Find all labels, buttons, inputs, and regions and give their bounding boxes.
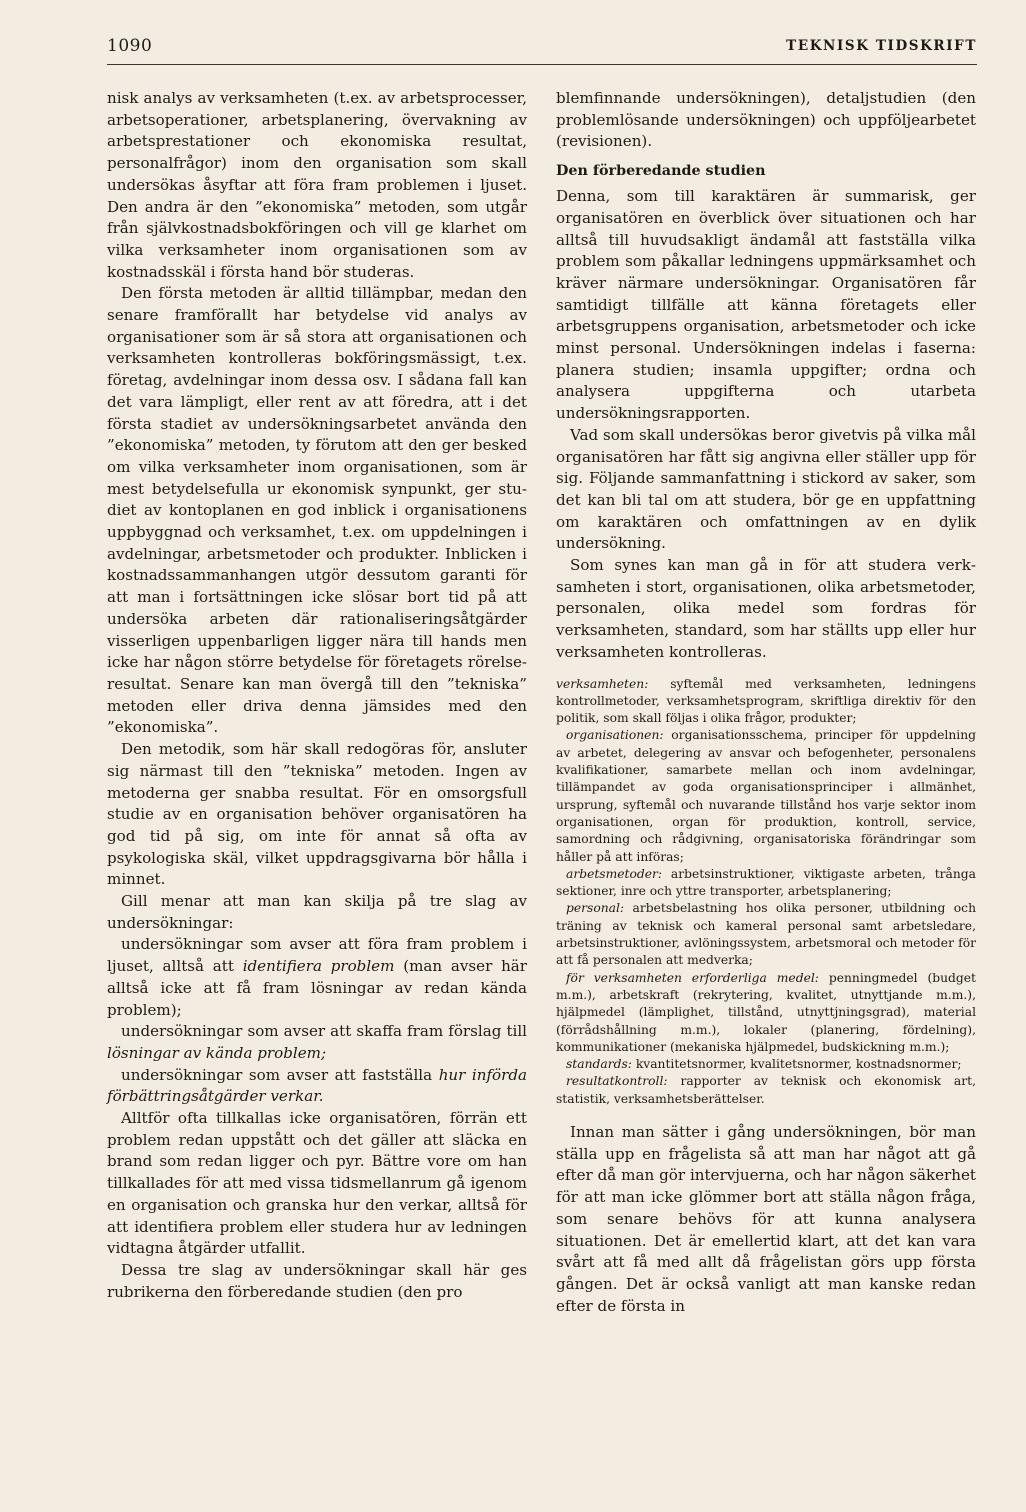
- paragraph: Dessa tre slag av undersökningar skall här ges rubrikerna den förberedande studien (den pro: [107, 1260, 527, 1301]
- checklist-term: personal:: [566, 901, 625, 916]
- paragraph: blemfinnande undersökningen), detaljstudien (den problemlösande undersökningen) och uppföljearbetet (revisionen).: [556, 89, 976, 151]
- paragraph-identify-problem: undersökningar som avser att föra fram problem i ljuset, alltså att identifiera problem (man avser här alltså icke att få fram lösningar av redan kända problem);: [107, 935, 528, 1019]
- paragraph: nisk analys av verksamheten (t.ex. av arbetsprocesser, arbetsoperationer, arbetsplanering, övervakning av arbetsprestationer och ekonomiska resultat, personalfrågor) inom den organisation som skall undersökas åsyftar att föra fram problemen i ljuset. Den andra är den ”ekonomiska” metoden, som utgår från självkostnadsbokföringen och vill ge klarhet om vilka verksamheter inom organisationen som av kostnadsskäl i första hand bör studeras.: [107, 89, 527, 281]
- section-heading: Den förberedande studien: [556, 163, 766, 180]
- paragraph-solutions: undersökningar som avser att skaffa fram förslag till lösningar av kända problem;: [107, 1022, 527, 1062]
- checklist-item: standards: kvantitetsnormer, kvalitetsnormer, kostnadsnormer;: [566, 1057, 962, 1072]
- page-number: 1090: [107, 36, 153, 56]
- paragraph: Som synes kan man gå in för att studera verksamheten i stort, organisationen, olika arbetsmetoder, personalen, olika medel som fordras för verksamheten, standard, som har ställts upp eller hur verksamheten kontrolleras.: [556, 556, 976, 661]
- checklist-item: personal: arbetsbelastning hos olika personer, utbildning och träning av teknisk och kameral personal samt arbetsledare, arbetsinstruktioner, avlöningssystem, arbetsmoral och metoder för att få personalen att medverka;: [556, 901, 976, 968]
- paragraph: Den första metoden är alltid tillämpbar, medan den senare framförallt har betydelse vid analys av organisationer som är så stora att organisationen och verksamheten kontrolleras bokföringsmässigt, t.ex. företag, avdelningar inom dessa osv. I sådana fall kan det vara lämpligt, eller rent av att föredra, att i det första stadiet av undersökningsarbetet använda den ”ekonomiska” metoden, ty förutom att den ger besked om vilka verksamheter inom organisationen, som är mest betydelsefulla ur ekonomisk synpunkt, ger studiet av kontoplanen en god inblick i organisationens uppbyggnad och verksamhet, t.ex. om uppdelningen i avdelningar, arbetsmetoder och produkter. Inblicken i kostnadssammanhangen utgör dessutom garanti för att man i fortsättningen icke slösar bort tid på att undersöka arbeten där rationaliseringsåtgärder visserligen uppenbarligen ligger nära till hands men icke har någon större betydelse för företagets rörelseresultat. Senare kan man övergå till den ”tekniska” metoden eller driva denna jämsides med den ”ekonomiska”.: [107, 284, 527, 737]
- paragraph: Denna, som till karaktären är summarisk, ger organisatören en överblick över situationen och har alltså till huvudsakligt ändamål att fastställa vilka problem som påkallar ledningens uppmärksamhet och kräver närmare undersökningar. Organisatören får samtidigt tillfälle att känna företagets eller arbetsgruppens organisation, arbetsmetoder och icke minst personal. Undersökningen indelas i faserna: planera studien; insamla uppgifter; ordna och analysera uppgifterna och utarbeta undersökningsrapporten.: [556, 187, 976, 423]
- checklist-item: arbetsmetoder: arbetsinstruktioner, viktigaste arbeten, trånga sektioner, inre och yttre transporter, arbetsplanering;: [556, 866, 976, 899]
- checklist-term: för verksamheten erforderliga medel:: [566, 970, 819, 985]
- paragraph-followup: undersökningar som avser att fastställa hur införda förbättringsåtgärder verkar.: [107, 1065, 527, 1106]
- left-column: [107, 88, 527, 1303]
- checklist-item: resultatkontroll: rapporter av teknisk och ekonomisk art, statistik, verksamhetsberättelser.: [556, 1074, 976, 1106]
- paragraph: Alltför ofta tillkallas icke organisatören, förrän ett problem redan uppstått och det gäller att släcka en brand som redan ligger och pyr. Bättre vore om han tillkallades för att med vissa tidsmellanrum gå igenom en organisation och granska hur den verkar, alltså för att identifiera problem eller studera hur av ledningen vidtagna åtgärder utfallit.: [107, 1109, 527, 1258]
- checklist-term: organisationen:: [566, 728, 664, 743]
- emphasis: identifiera problem: [242, 957, 395, 976]
- checklist: [556, 676, 976, 1108]
- journal-title: TEKNISK TIDSKRIFT: [786, 38, 977, 54]
- paragraph: Gill menar att man kan skilja på tre slag av undersökningar:: [107, 892, 527, 932]
- page-header: [107, 36, 977, 62]
- checklist-item: verksamheten: syftemål med verksamheten, ledningens kontrollmetoder, verksamhetsprogram, skriftliga direktiv för den politik, som skall följas i olika frågor, produkter;: [556, 676, 976, 726]
- paragraph: Innan man sätter i gång undersökningen, bör man ställa upp en frågelista så att man har något att gå efter då man gör intervjuerna, och har någon säkerhet för att man icke glömmer bort att ställa någon fråga, som senare behövs för att kunna analysera situationen. Det är emellertid klart, att det kan vara svårt att få med allt då frågelistan görs upp första gången. Det är också vanligt att man kanske redan efter de första in: [556, 1123, 976, 1315]
- header-rule: [107, 64, 977, 65]
- emphasis: lösningar av kända problem;: [107, 1043, 327, 1062]
- checklist-term: verksamheten:: [556, 676, 649, 691]
- checklist-term: arbetsmetoder:: [566, 866, 663, 881]
- right-column: [556, 88, 976, 1317]
- paragraph: Vad som skall undersökas beror givetvis på vilka mål organisatören har fått sig angivna eller ställer upp för sig. Följande sammanfattning i stickord av saker, som det kan bli tal om att studera, bör ge en uppfattning om karaktären och omfattningen av en dylik undersökning.: [556, 425, 976, 553]
- checklist-term: standards:: [566, 1057, 632, 1072]
- checklist-item: för verksamheten erforderliga medel: penningmedel (budget m.m.), arbetskraft (rekrytering, kvalitet, utnyttjande m.m.), hjälpmedel (lämplighet, tillstånd, utnyttjningsgrad), material (förrådshållning m.m.), lokaler (planering, fördelning), kommunikationer (mekaniska hjälpmedel, budskickning m.m.);: [556, 970, 976, 1054]
- checklist-item: organisationen: organisationsschema, principer för uppdelning av arbetet, delegering av ansvar och befogenheter, personalens kvalifikationer, samarbete mellan och inom avdelningar, tillämpandet av goda organisationsprinciper i allmänhet, ursprung, syftemål och nuvarande tillstånd hos varje sektor inom organisationen, organ för produktion, kontroll, service, samordning och rådgivning, organisatoriska förändringar som håller på att införas;: [556, 728, 976, 864]
- emphasis: hur införda förbättringsåtgärder verkar.: [107, 1065, 527, 1106]
- checklist-term: resultatkontroll:: [566, 1074, 668, 1089]
- paragraph: Den metodik, som här skall redogöras för, ansluter sig närmast till den ”tekniska” metoden. Ingen av metoderna ger snabba resultat. För en omsorgsfull studie av en organisation behöver organisatören ha god tid på sig, om inte för annat så ofta av psykologiska skäl, vilket uppdragsgivarna bör hålla i minnet.: [107, 740, 527, 889]
